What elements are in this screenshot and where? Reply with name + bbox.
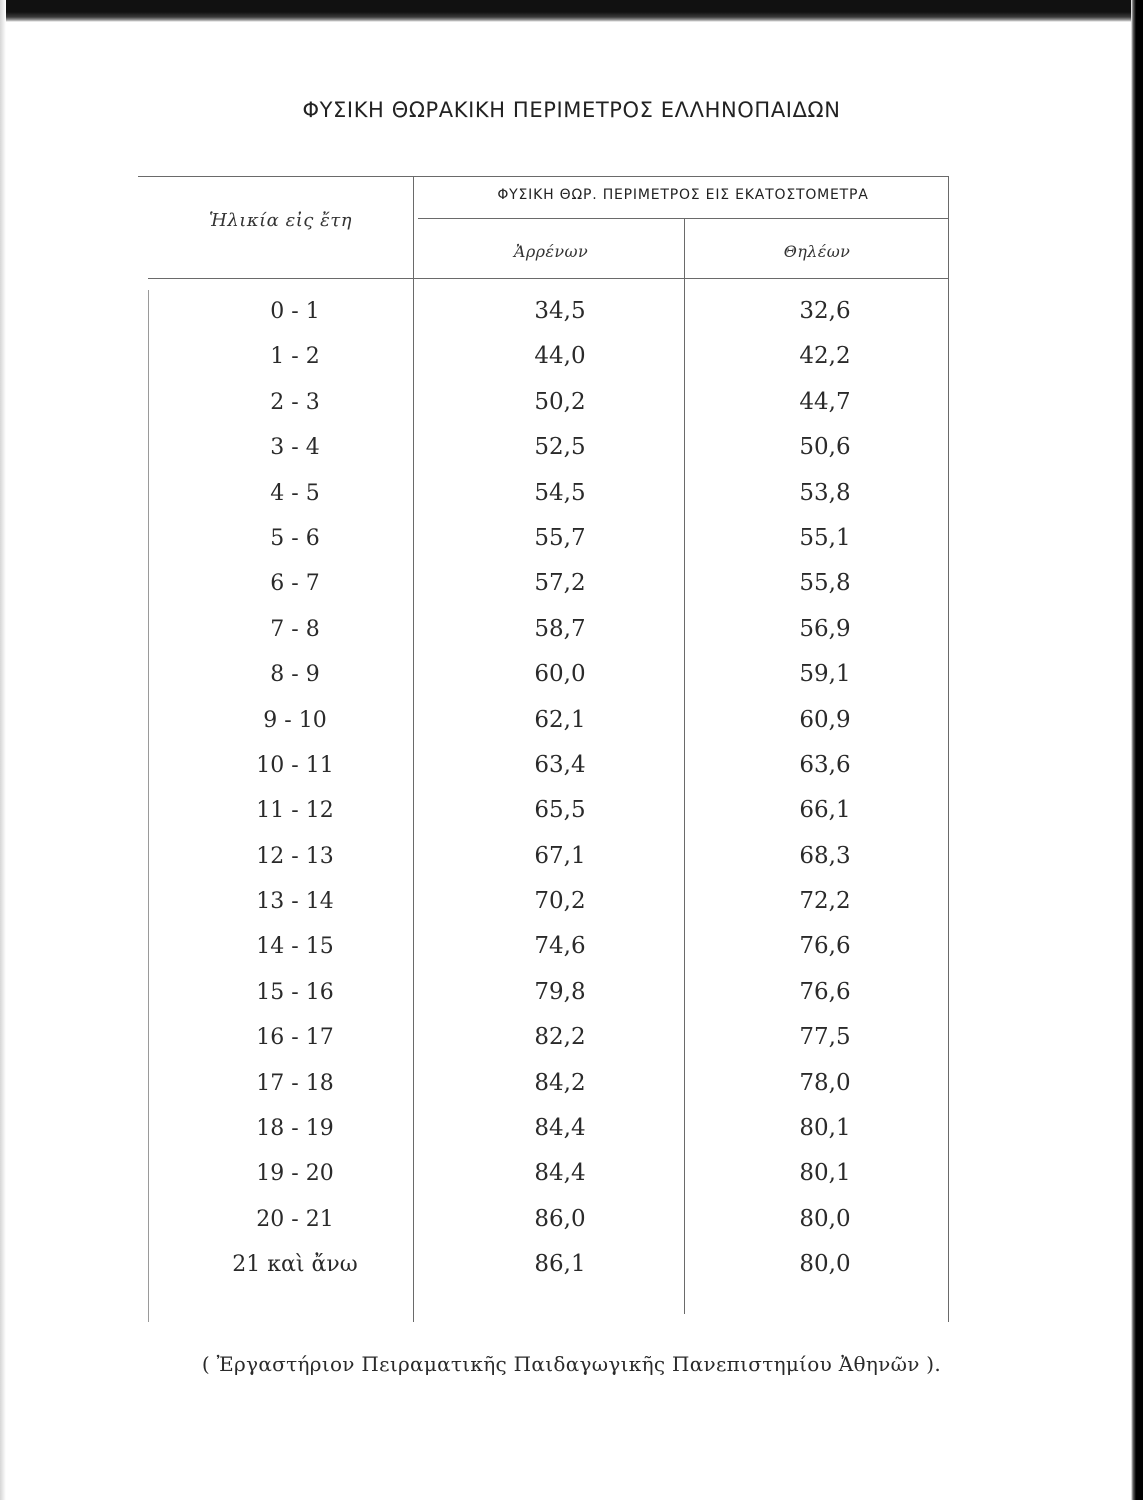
male-value-cell: 82,2 <box>534 1024 586 1051</box>
female-value-cell: 80,1 <box>799 1160 851 1187</box>
table-row <box>0 380 1143 425</box>
female-value-cell: 77,5 <box>799 1024 851 1051</box>
female-column-header: Θηλέων <box>783 242 851 261</box>
male-value-cell: 70,2 <box>534 888 586 915</box>
male-value-cell: 84,4 <box>534 1115 586 1142</box>
male-value-cell: 58,7 <box>534 615 586 642</box>
male-value-cell: 84,4 <box>534 1160 586 1187</box>
chest-perimeter-group-header: ΦΥΣΙΚΗ ΘΩΡ. ΠΕΡΙΜΕΤΡΟΣ ΕΙΣ ΕΚΑΤΟΣΤΟΜΕΤΡΑ <box>497 187 869 203</box>
table-row <box>0 516 1143 561</box>
age-range-cell: 9 - 10 <box>263 707 327 733</box>
age-range-cell: 18 - 19 <box>256 1116 334 1142</box>
age-range-cell: 17 - 18 <box>256 1070 334 1096</box>
age-range-cell: 21 καὶ ἄνω <box>232 1252 358 1278</box>
table-row <box>0 970 1143 1015</box>
table-row <box>0 289 1143 334</box>
female-value-cell: 55,8 <box>799 570 851 597</box>
age-range-cell: 12 - 13 <box>256 843 334 869</box>
female-value-cell: 60,9 <box>799 706 851 733</box>
table-body <box>0 289 1143 1288</box>
age-column-header: Ἡλικία εἰς ἔτη <box>209 210 352 231</box>
table-top-rule <box>138 176 948 177</box>
table-row <box>0 788 1143 833</box>
age-range-cell: 14 - 15 <box>256 934 334 960</box>
female-value-cell: 56,9 <box>799 615 851 642</box>
age-range-cell: 20 - 21 <box>256 1206 334 1232</box>
age-range-cell: 19 - 20 <box>256 1161 334 1187</box>
male-value-cell: 34,5 <box>534 298 586 324</box>
male-value-cell: 86,0 <box>534 1205 586 1232</box>
scan-border-top <box>0 0 1143 22</box>
table-row <box>0 652 1143 697</box>
age-range-cell: 2 - 3 <box>270 389 320 415</box>
male-value-cell: 62,1 <box>534 706 586 733</box>
male-value-cell: 44,0 <box>534 343 586 370</box>
age-range-cell: 6 - 7 <box>270 571 320 597</box>
male-value-cell: 60,0 <box>534 661 586 688</box>
table-row <box>0 1015 1143 1060</box>
female-value-cell: 63,6 <box>799 751 851 778</box>
female-value-cell: 55,1 <box>799 524 851 551</box>
subheader-rule <box>418 218 948 219</box>
female-value-cell: 76,6 <box>799 978 851 1005</box>
age-range-cell: 10 - 11 <box>256 752 334 778</box>
male-value-cell: 57,2 <box>534 570 586 597</box>
male-value-cell: 52,5 <box>534 434 586 461</box>
male-column-header: Ἀρρένων <box>513 242 589 261</box>
male-value-cell: 74,6 <box>534 933 586 960</box>
male-value-cell: 63,4 <box>534 751 586 778</box>
age-range-cell: 11 - 12 <box>256 798 334 824</box>
table-row <box>0 1242 1143 1287</box>
table-row <box>0 334 1143 379</box>
male-value-cell: 67,1 <box>534 842 586 869</box>
female-value-cell: 72,2 <box>799 888 851 915</box>
female-value-cell: 53,8 <box>799 479 851 506</box>
table-row <box>0 1061 1143 1106</box>
age-range-cell: 0 - 1 <box>270 299 320 324</box>
header-bottom-rule <box>148 278 948 279</box>
male-value-cell: 79,8 <box>534 978 586 1005</box>
table-row <box>0 924 1143 969</box>
age-range-cell: 3 - 4 <box>270 435 320 461</box>
table-row <box>0 698 1143 743</box>
table-row <box>0 1106 1143 1151</box>
table-row <box>0 1197 1143 1242</box>
source-note: ( Ἐργαστήριον Πειραματικῆς Παιδαγωγικῆς Πανεπιστημίου Ἀθηνῶν ). <box>201 1352 942 1376</box>
table-row <box>0 743 1143 788</box>
female-value-cell: 68,3 <box>799 842 851 869</box>
age-range-cell: 15 - 16 <box>256 979 334 1005</box>
male-value-cell: 54,5 <box>534 479 586 506</box>
female-value-cell: 78,0 <box>799 1069 851 1096</box>
table-row <box>0 879 1143 924</box>
table-row <box>0 561 1143 606</box>
table-row <box>0 607 1143 652</box>
age-range-cell: 8 - 9 <box>270 662 320 688</box>
male-value-cell: 55,7 <box>534 524 586 551</box>
female-value-cell: 66,1 <box>799 797 851 824</box>
female-value-cell: 80,1 <box>799 1115 851 1142</box>
age-range-cell: 13 - 14 <box>256 889 334 915</box>
table-row <box>0 834 1143 879</box>
female-value-cell: 59,1 <box>799 661 851 688</box>
table-row <box>0 425 1143 470</box>
female-value-cell: 42,2 <box>799 343 851 370</box>
age-range-cell: 5 - 6 <box>270 525 320 551</box>
female-value-cell: 32,6 <box>799 298 851 324</box>
female-value-cell: 76,6 <box>799 933 851 960</box>
table-row <box>0 471 1143 516</box>
age-range-cell: 7 - 8 <box>270 616 320 642</box>
age-range-cell: 1 - 2 <box>270 344 320 370</box>
female-value-cell: 80,0 <box>799 1251 851 1278</box>
age-range-cell: 16 - 17 <box>256 1025 334 1051</box>
page-title: ΦΥΣΙΚΗ ΘΩΡΑΚΙΚΗ ΠΕΡΙΜΕΤΡΟΣ ΕΛΛΗΝΟΠΑΙΔΩΝ <box>302 98 841 122</box>
female-value-cell: 80,0 <box>799 1205 851 1232</box>
age-range-cell: 4 - 5 <box>270 480 320 506</box>
male-value-cell: 84,2 <box>534 1069 586 1096</box>
female-value-cell: 44,7 <box>799 388 851 415</box>
male-value-cell: 86,1 <box>534 1251 586 1278</box>
male-value-cell: 50,2 <box>534 388 586 415</box>
male-value-cell: 65,5 <box>534 797 586 824</box>
table-row <box>0 1151 1143 1196</box>
female-value-cell: 50,6 <box>799 434 851 461</box>
